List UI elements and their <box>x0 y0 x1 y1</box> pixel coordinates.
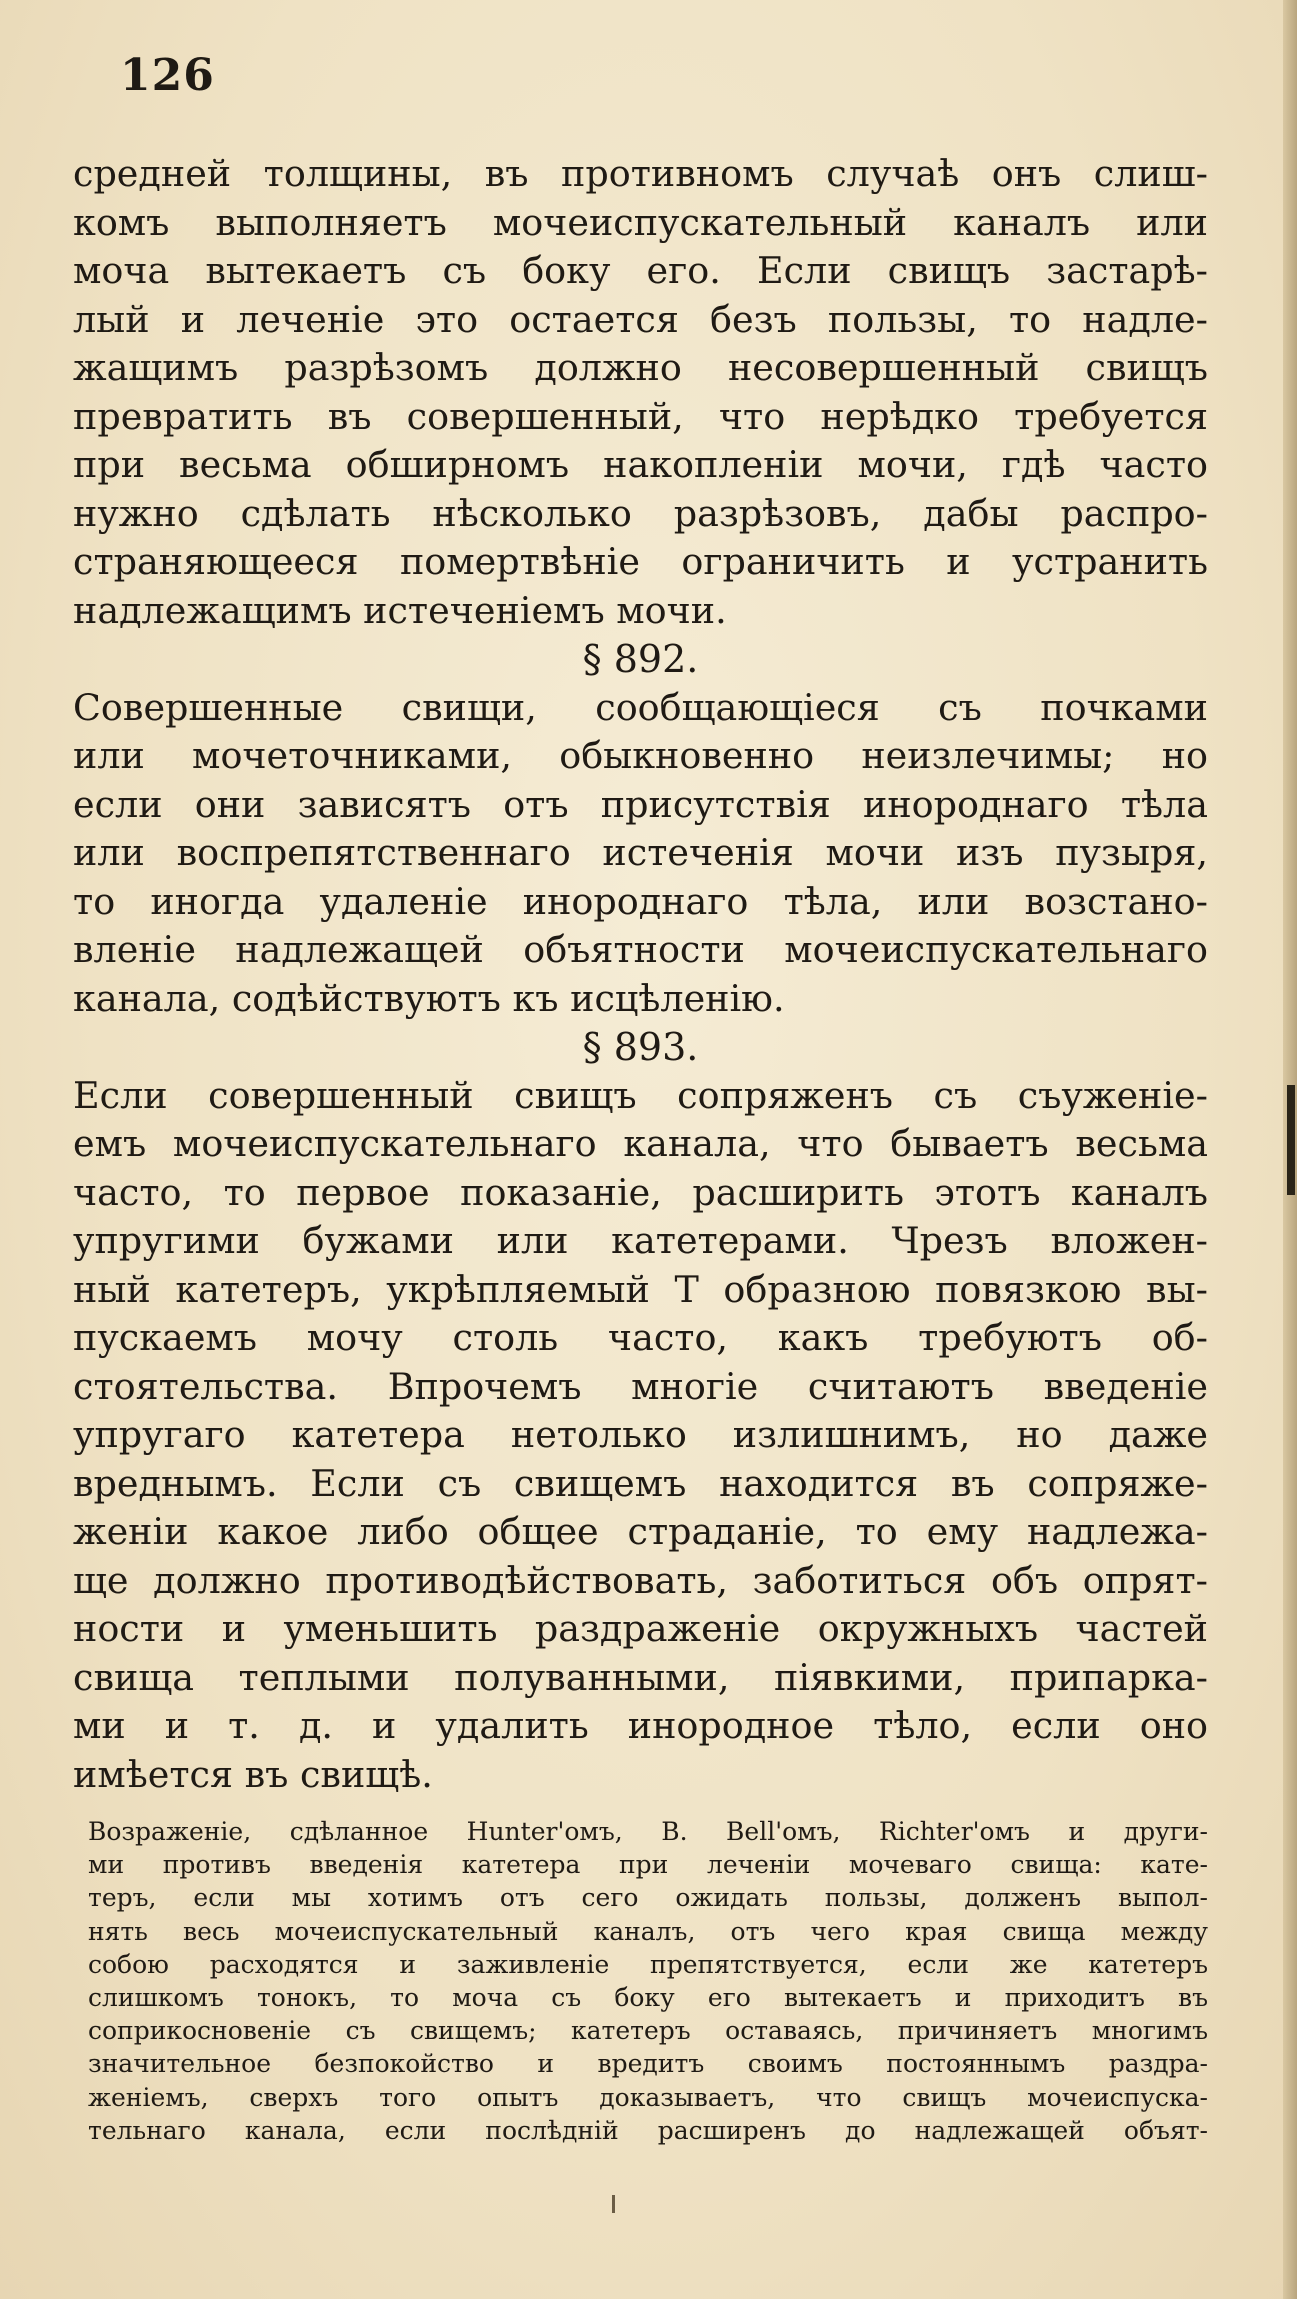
text-line: жащимъ разрѣзомъ должно несовершенный свищъ <box>73 346 1208 389</box>
main-text <box>73 150 1208 1799</box>
text-line: вленіе надлежащей объятности мочеиспускательнаго <box>73 928 1208 971</box>
text-line: нужно сдѣлать нѣсколько разрѣзовъ, дабы распро- <box>73 491 1208 535</box>
footnote-line: слишкомъ тонокъ, то моча съ боку его вытекаетъ и приходитъ въ <box>88 1982 1208 2012</box>
section-heading-892: § 892. <box>582 637 699 681</box>
text-line: или воспрепятственнаго истеченія мочи изъ пузыря, <box>73 831 1208 874</box>
text-line: если они зависятъ отъ присутствія инороднаго тѣла <box>73 782 1208 826</box>
text-line: ще должно противодѣйствовать, заботиться объ опрят- <box>73 1558 1208 1602</box>
text-line: упругими бужами или катетерами. Чрезъ вложен- <box>73 1219 1208 1262</box>
text-line: ный катетеръ, укрѣпляемый Т образною повязкою вы- <box>73 1267 1208 1311</box>
text-line: надлежащимъ истеченіемъ мочи. <box>73 588 727 632</box>
text-line: ми и т. д. и удалить инородное тѣло, если оно <box>73 1704 1208 1747</box>
text-line: при весьма обширномъ накопленіи мочи, гдѣ часто <box>73 443 1208 486</box>
text-line: то иногда удаленіе инороднаго тѣла, или возстано- <box>73 879 1208 923</box>
section-heading-893: § 893. <box>582 1025 699 1069</box>
footnote-line: женіемъ, сверхъ того опытъ доказываетъ, что свищъ мочеиспуска- <box>88 2082 1208 2112</box>
text-line: лый и леченіе это остается безъ пользы, то надле- <box>73 297 1208 341</box>
text-line: страняющееся помертвѣніе ограничить и устранить <box>73 540 1208 583</box>
ink-mark <box>612 2195 615 2213</box>
text-line: превратить въ совершенный, что нерѣдко требуется <box>73 394 1208 438</box>
text-line: комъ выполняетъ мочеиспускательный каналъ или <box>73 200 1208 244</box>
text-line: пускаемъ мочу столь часто, какъ требуютъ об- <box>73 1316 1208 1359</box>
footnote-line: соприкосновеніе съ свищемъ; катетеръ оставаясь, причиняетъ многимъ <box>88 2016 1208 2046</box>
text-line: часто, то первое показаніе, расширить этотъ каналъ <box>73 1170 1208 1214</box>
text-line: вреднымъ. Если съ свищемъ находится въ сопряже- <box>73 1461 1208 1505</box>
footnote-line: Возраженіе, сдѣланное Hunter'омъ, B. Bell'омъ, Richter'омъ и други- <box>88 1817 1208 1846</box>
footnote-line: значительное безпокойство и вредитъ своимъ постояннымъ раздра- <box>88 2049 1208 2079</box>
footnote-line: теръ, если мы хотимъ отъ сего ожидать пользы, долженъ выпол- <box>88 1883 1208 1913</box>
text-line: упругаго катетера нетолько излишнимъ, но даже <box>73 1413 1208 1456</box>
footnote-line: ми противъ введенія катетера при леченіи мочеваго свища: кате- <box>88 1850 1208 1880</box>
text-line: моча вытекаетъ съ боку его. Если свищъ застарѣ- <box>73 249 1208 292</box>
page-number: 126 <box>120 50 215 101</box>
footnote <box>88 1815 1208 2147</box>
text-line: канала, содѣйствуютъ къ исцѣленію. <box>73 976 785 1020</box>
text-line: средней толщины, въ противномъ случаѣ онъ слиш- <box>73 152 1208 195</box>
text-line: ности и уменьшить раздраженіе окружныхъ частей <box>73 1607 1208 1650</box>
text-line: емъ мочеиспускательнаго канала, что бываетъ весьма <box>73 1122 1208 1165</box>
footnote-line: нять весь мочеиспускательный каналъ, отъ чего края свища между <box>88 1916 1208 1946</box>
footnote-line: собою расходятся и заживленіе препятствуется, если же катетеръ <box>88 1949 1208 1979</box>
text-line: свища теплыми полуванными, піявкими, припарка- <box>73 1655 1208 1699</box>
text-line: Совершенные свищи, сообщающіеся съ почками <box>73 685 1208 729</box>
text-line: имѣется въ свищѣ. <box>73 1752 433 1796</box>
text-line: женіи какое либо общее страданіе, то ему надлежа- <box>73 1510 1208 1553</box>
text-line: стоятельства. Впрочемъ многіе считаютъ введеніе <box>73 1364 1208 1408</box>
text-line: или мочеточниками, обыкновенно неизлечимы; но <box>73 734 1208 777</box>
footnote-line: тельнаго канала, если послѣдній расширенъ до надлежащей объят- <box>88 2115 1208 2145</box>
edge-mark <box>1287 1085 1295 1195</box>
text-line: Если совершенный свищъ сопряженъ съ съуженіе- <box>73 1073 1208 1117</box>
